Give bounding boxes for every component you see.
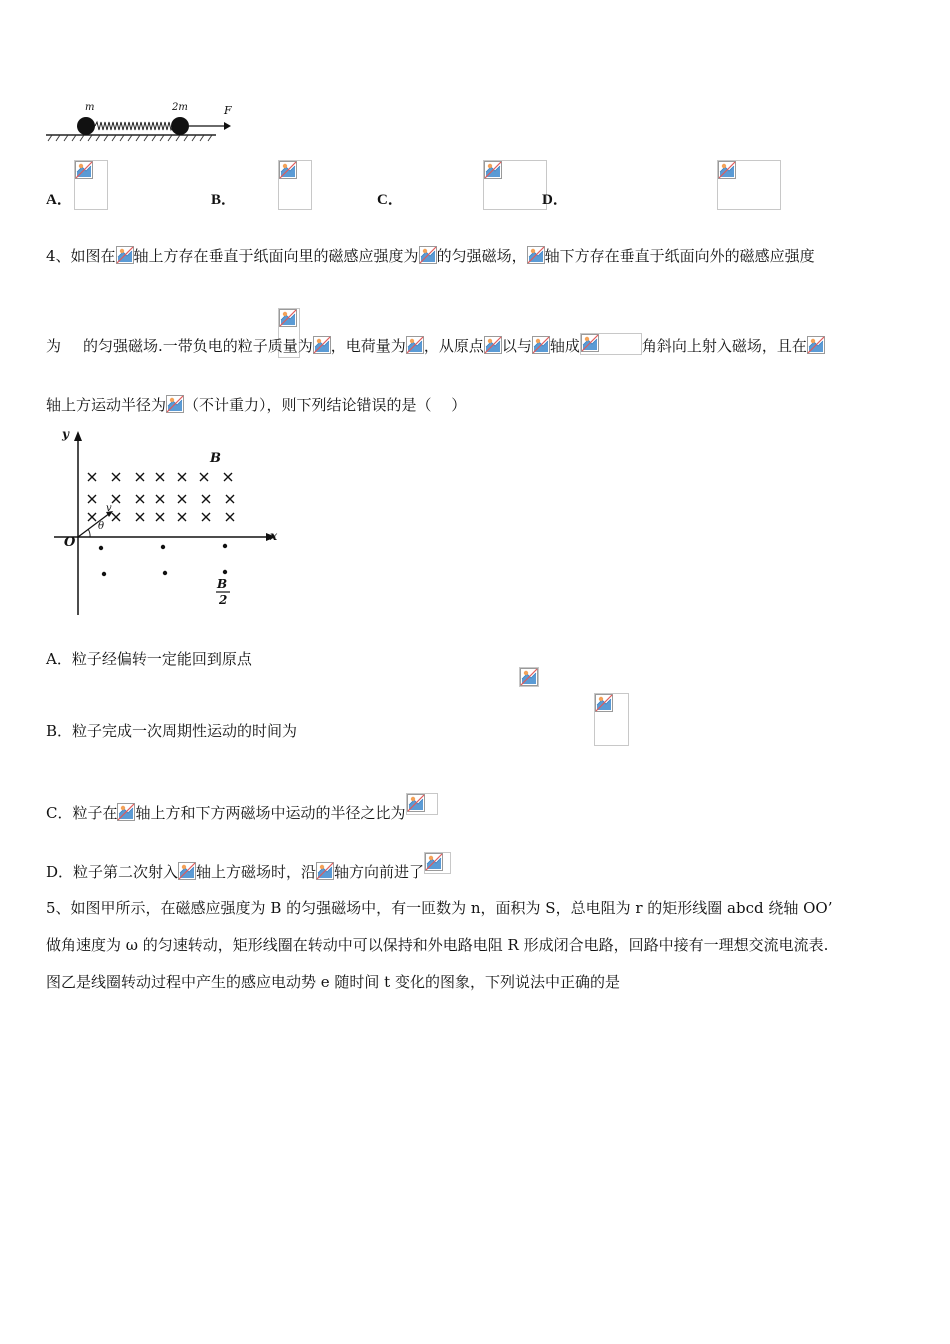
broken-image-icon bbox=[595, 694, 613, 712]
broken-image-icon bbox=[807, 336, 825, 354]
q4-option-d-image bbox=[424, 852, 451, 874]
q3-option-d-label[interactable]: D． bbox=[542, 192, 568, 208]
fig-y-label: y bbox=[62, 427, 69, 441]
q4-option-b[interactable]: B．粒子完成一次周期性运动的时间为 bbox=[46, 722, 298, 740]
q4-option-a-image bbox=[519, 667, 539, 687]
broken-image-icon bbox=[117, 803, 135, 821]
q4-option-c-image bbox=[406, 793, 438, 815]
fig-v-label: v bbox=[106, 503, 112, 514]
q5-question-line2: 做角速度为 ω 的匀速转动，矩形线圈在转动中可以保持和外电路电阻 R 形成闭合电路，回路中接有一理想交流电流表. bbox=[46, 936, 829, 954]
broken-image-icon bbox=[407, 794, 425, 812]
q4-option-d[interactable]: D．粒子第二次射入 轴上方磁场时，沿 轴方向前进了 bbox=[46, 852, 451, 881]
broken-image-icon bbox=[419, 246, 437, 264]
broken-image-icon bbox=[520, 668, 538, 686]
spring-figure bbox=[44, 100, 244, 145]
broken-image-icon bbox=[532, 336, 550, 354]
fig-b-bottom-numerator: B bbox=[217, 577, 228, 591]
q5-question-line1: 5、如图甲所示，在磁感应强度为 B 的匀强磁场中，有一匝数为 n，面积为 S，总电阻为 r 的矩形线圈 abcd 绕轴 OO’ bbox=[46, 899, 833, 917]
broken-image-icon bbox=[718, 161, 736, 179]
fig-b-bottom-denominator: 2 bbox=[219, 593, 228, 607]
q3-option-c-image bbox=[483, 160, 547, 210]
q4-option-c[interactable]: C．粒子在 轴上方和下方两磁场中运动的半径之比为 bbox=[46, 793, 438, 822]
q4-question-line3: 轴上方运动半径为 （不计重力），则下列结论错误的是（ ） bbox=[46, 396, 467, 414]
q4-question-line2: 为 的匀强磁场.一带负电的粒子质量为 ，电荷量为 ，从原点 以与 轴成 角斜向上射入磁场，且在 bbox=[46, 333, 825, 355]
broken-image-icon bbox=[166, 395, 184, 413]
q3-option-b-label[interactable]: B． bbox=[211, 192, 237, 208]
broken-image-icon bbox=[313, 336, 331, 354]
fig-origin-label: O bbox=[64, 535, 76, 550]
fig-theta-label: θ bbox=[98, 521, 105, 532]
broken-image-icon bbox=[316, 862, 334, 880]
q3-option-d-image bbox=[717, 160, 781, 210]
broken-image-icon bbox=[75, 161, 93, 179]
magnetic-field-figure bbox=[50, 425, 285, 620]
q3-option-b-image bbox=[278, 160, 312, 210]
q4-question-line1: 4、如图在 轴上方存在垂直于纸面向里的磁感应强度为 的匀强磁场， 轴下方存在垂直于纸面向外的磁感应强度 bbox=[46, 247, 815, 265]
broken-image-icon bbox=[484, 336, 502, 354]
q3-option-a-image bbox=[74, 160, 108, 210]
fig-b-top-label: B bbox=[210, 451, 221, 466]
q3-option-c-label[interactable]: C． bbox=[377, 192, 403, 208]
broken-image-icon bbox=[484, 161, 502, 179]
fig-x-label: x bbox=[270, 529, 278, 543]
broken-image-icon bbox=[279, 309, 297, 327]
label-m: m bbox=[85, 102, 95, 113]
broken-image-icon bbox=[279, 161, 297, 179]
q5-question-line3: 图乙是线圈转动过程中产生的感应电动势 e 随时间 t 变化的图象，下列说法中正确的是 bbox=[46, 973, 620, 991]
broken-image-icon bbox=[581, 334, 599, 352]
q4-option-a[interactable]: A．粒子经偏转一定能回到原点 bbox=[46, 650, 252, 668]
broken-image-icon bbox=[425, 853, 443, 871]
label-2m: 2m bbox=[172, 102, 188, 113]
broken-image-icon bbox=[116, 246, 134, 264]
broken-image-icon bbox=[527, 246, 545, 264]
mass-2m-ball bbox=[171, 117, 189, 135]
q4-option-b-image bbox=[594, 693, 629, 746]
label-F: F bbox=[224, 104, 232, 117]
q4-angle-image bbox=[580, 333, 642, 355]
broken-image-icon bbox=[178, 862, 196, 880]
mass-m-ball bbox=[77, 117, 95, 135]
q3-option-a-label[interactable]: A． bbox=[46, 192, 72, 208]
broken-image-icon bbox=[406, 336, 424, 354]
